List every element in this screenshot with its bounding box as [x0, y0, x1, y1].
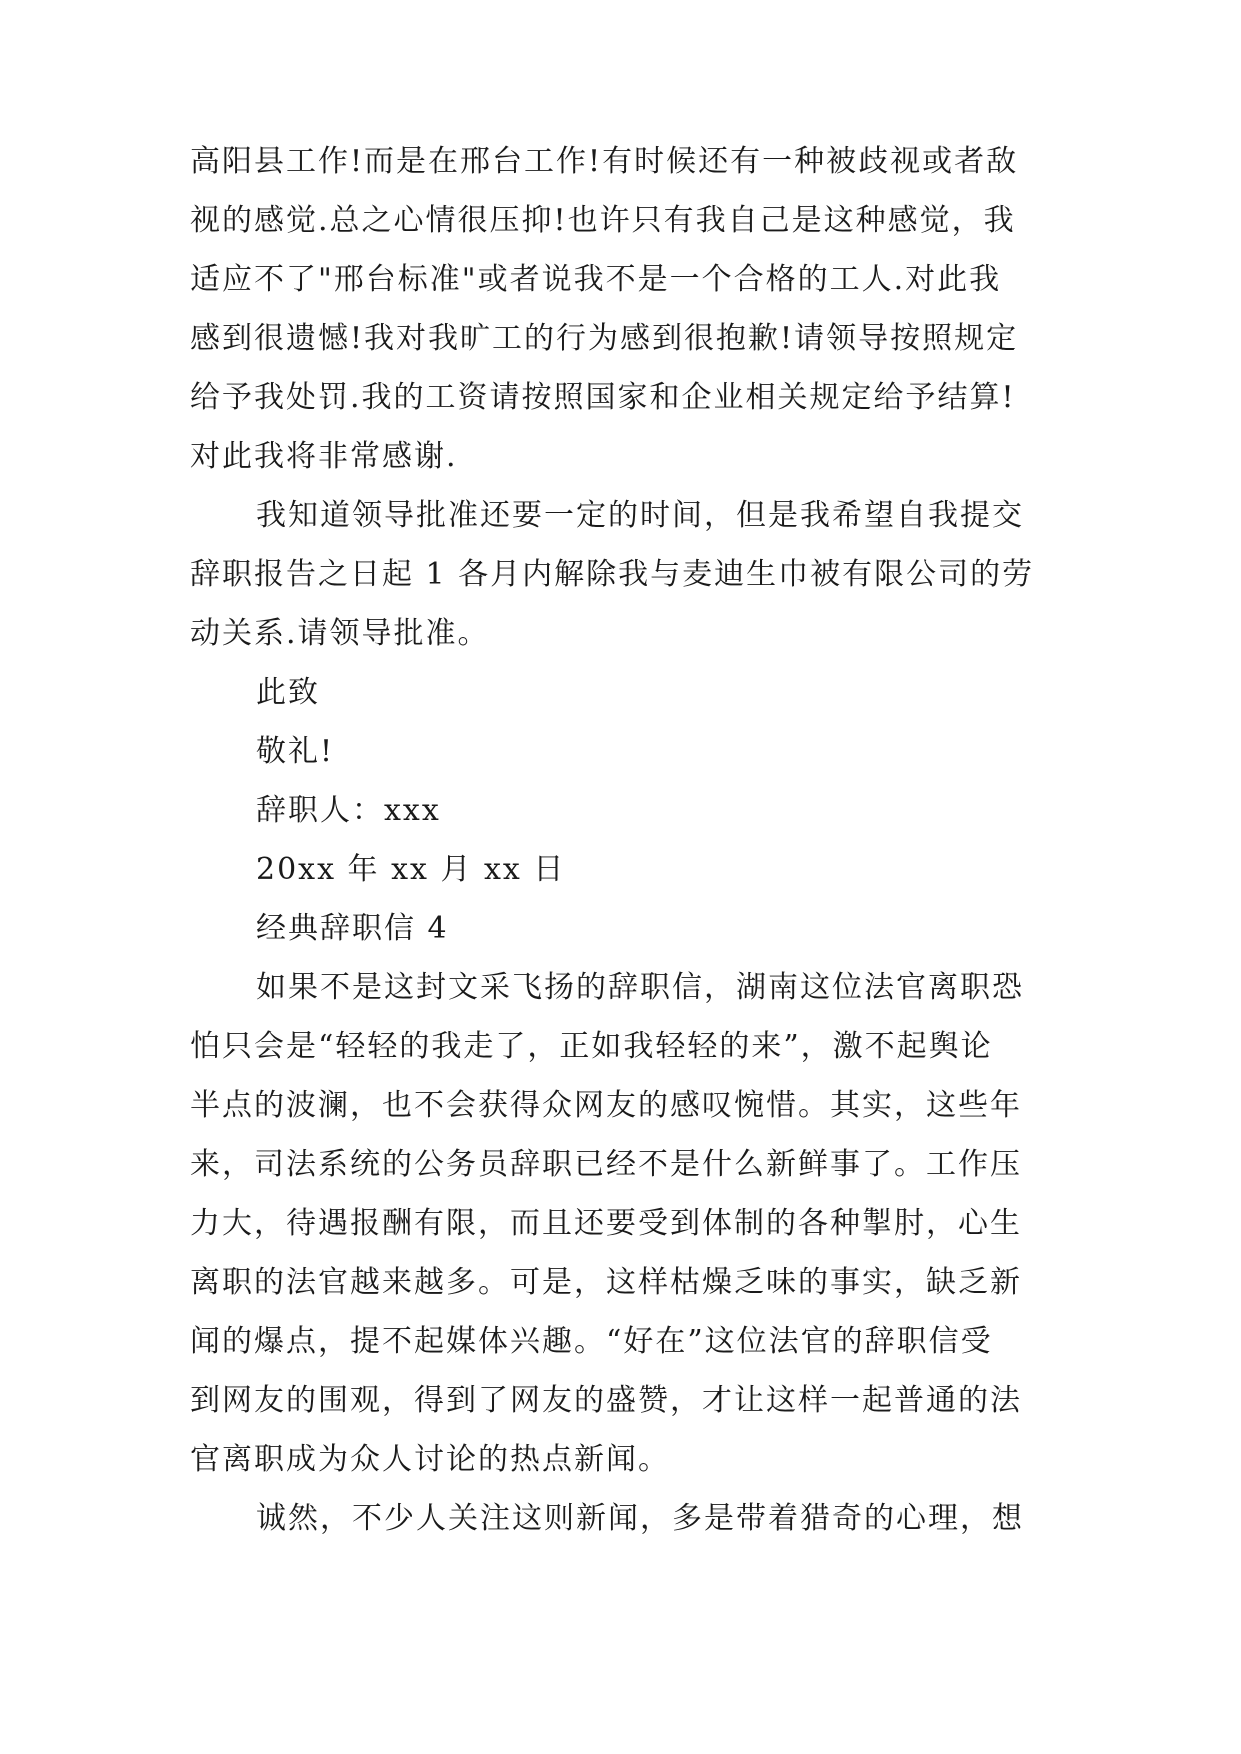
document-body: [190, 132, 1060, 1548]
text-line: 力大，待遇报酬有限，而且还要受到体制的各种掣肘，心生: [190, 1206, 1022, 1241]
text-line: 视的感觉.总之心情很压抑!也许只有我自己是这种感觉，我: [190, 203, 1016, 238]
paragraph-start-line: 辞职人：xxx: [256, 793, 441, 828]
paragraph-start-line: 诚然，不少人关注这则新闻，多是带着猎奇的心理，想: [256, 1501, 1024, 1536]
text-line: 感到很遗憾!我对我旷工的行为感到很抱歉!请领导按照规定: [190, 321, 1019, 356]
paragraph-start-line: 此致: [256, 675, 320, 710]
text-line: 离职的法官越来越多。可是，这样枯燥乏味的事实，缺乏新: [190, 1265, 1022, 1300]
text-line: 对此我将非常感谢.: [190, 439, 458, 474]
paragraph-start-line: 如果不是这封文采飞扬的辞职信，湖南这位法官离职恐: [256, 970, 1024, 1005]
paragraph-start-line: 经典辞职信 4: [256, 911, 449, 946]
text-line: 官离职成为众人讨论的热点新闻。: [190, 1442, 670, 1477]
paragraph-start-line: 20xx 年 xx 月 xx 日: [256, 852, 566, 887]
text-line: 怕只会是“轻轻的我走了，正如我轻轻的来”，激不起舆论: [190, 1029, 993, 1064]
text-line: 半点的波澜，也不会获得众网友的感叹惋惜。其实，这些年: [190, 1088, 1022, 1123]
text-line: 动关系.请领导批准。: [190, 616, 490, 651]
text-line: 适应不了"邢台标准"或者说我不是一个合格的工人.对此我: [190, 262, 1002, 297]
paragraph-start-line: 我知道领导批准还要一定的时间，但是我希望自我提交: [256, 498, 1024, 533]
text-line: 闻的爆点，提不起媒体兴趣。“好在”这位法官的辞职信受: [190, 1324, 993, 1359]
text-line: 给予我处罚.我的工资请按照国家和企业相关规定给予结算!: [190, 380, 1016, 415]
text-line: 高阳县工作!而是在邢台工作!有时候还有一种被歧视或者敌: [190, 144, 1019, 179]
text-line: 辞职报告之日起 1 各月内解除我与麦迪生巾被有限公司的劳: [190, 557, 1035, 592]
text-line: 来，司法系统的公务员辞职已经不是什么新鲜事了。工作压: [190, 1147, 1022, 1182]
text-line: 到网友的围观，得到了网友的盛赞，才让这样一起普通的法: [190, 1383, 1022, 1418]
paragraph-start-line: 敬礼!: [256, 734, 335, 769]
